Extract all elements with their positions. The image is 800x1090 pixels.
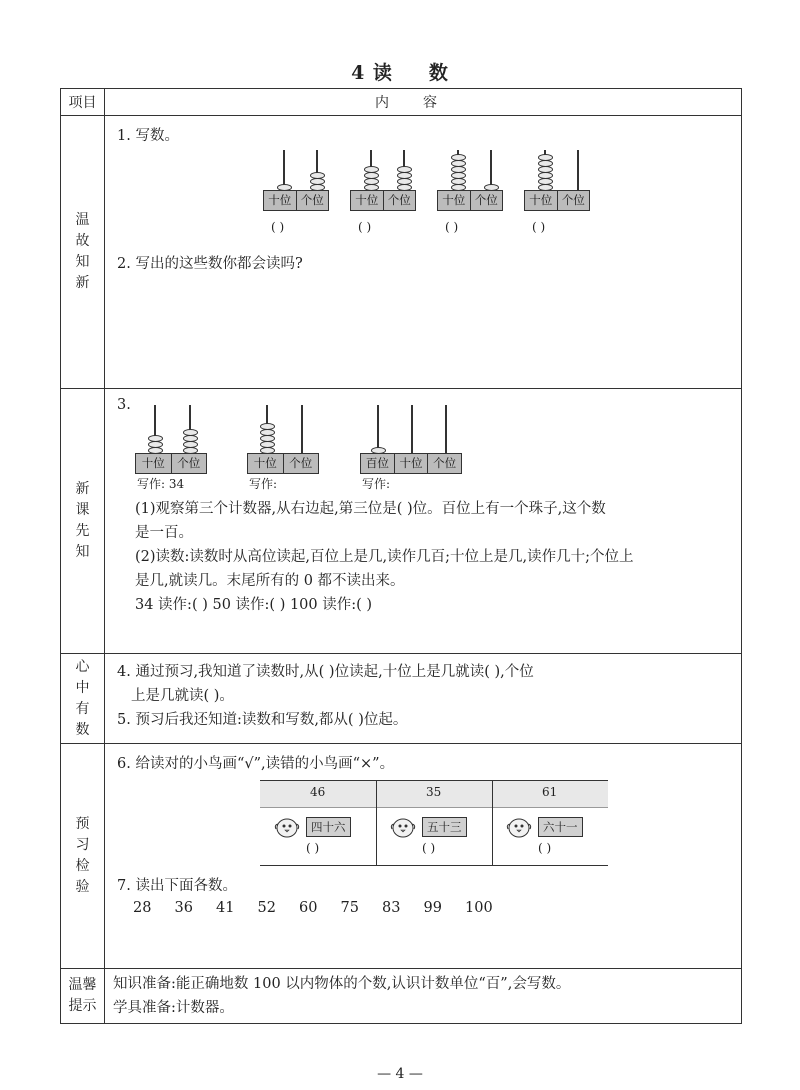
question-4-5: 4. 通过预习,我知道了读数时,从( )位读起,十位上是几就读( ),个位 上是几就读( )。 5. 预习后我还知道:读数和写数,都从( )位起。 [117, 664, 534, 728]
bird-number: 61 [542, 785, 558, 799]
question-3: 3. [117, 397, 131, 413]
answer-blank[interactable]: ( ) [306, 841, 320, 855]
write-label: 写作: 34 [137, 477, 185, 491]
abacus: 十位 个位 ( ) [350, 150, 416, 246]
answer-blank[interactable]: ( ) [358, 220, 372, 234]
answer-blank[interactable]: ( ) [532, 220, 546, 234]
bird-reading: 四十六 [306, 817, 351, 837]
abacus: 十位 个位 ( ) [524, 150, 590, 246]
question-7: 7. 读出下面各数。 [117, 878, 237, 894]
answer-blank[interactable]: ( ) [538, 841, 552, 855]
question-2: 2. 写出的这些数你都会读吗? [117, 256, 303, 272]
write-label: 写作: [249, 477, 278, 491]
bird-icon [506, 815, 532, 839]
page-number: — 4 — [377, 1066, 423, 1082]
bird-number: 46 [310, 785, 326, 799]
abacus: 十位 个位 写作: [247, 405, 323, 485]
section-label-mind: 心 中 有 数 [61, 654, 105, 744]
section-label-new: 新 课 先 知 [61, 389, 105, 654]
abacus: 十位 个位 ( ) [263, 150, 329, 246]
number-list: 28 36 41 52 60 75 83 99 100 [133, 900, 493, 916]
bird-number: 35 [426, 785, 442, 799]
bird-reading: 六十一 [538, 817, 583, 837]
bird-icon [274, 815, 300, 839]
lesson-table [60, 88, 742, 1024]
abacus: 十位 个位 ( ) [437, 150, 503, 246]
abacus: 十位 个位 写作: 34 [135, 405, 211, 485]
paragraph-1: (1)观察第三个计数器,从右边起,第三位是( )位。百位上有一个珠子,这个数 是一百。 (2)读数:读数时从高位读起,百位上是几,读作几百;十位上是几,读作几十;个位上 是几,就读几。末尾所有的 0 都不读出来。 34 读作:( ) 50 读作:( ) 100 读作:( ) [135, 501, 634, 613]
bird-icon [390, 815, 416, 839]
question-1: 1. 写数。 [117, 128, 179, 144]
bird-table [260, 780, 608, 866]
write-label: 写作: [362, 477, 391, 491]
section-label-check: 预 习 检 验 [61, 744, 105, 969]
answer-blank[interactable]: ( ) [422, 841, 436, 855]
abacus: 百位 十位 个位 写作: [360, 405, 464, 485]
header-item: 项目 [61, 89, 105, 116]
question-6: 6. 给读对的小鸟画“√”,读错的小鸟画“×”。 [117, 756, 395, 772]
tips-text: 知识准备:能正确地数 100 以内物体的个数,认识计数单位“百”,会写数。 学具准备:计数器。 [113, 976, 571, 1016]
page-title: 4 读 数 [351, 62, 449, 84]
answer-blank[interactable]: ( ) [445, 220, 459, 234]
bird-reading: 五十三 [422, 817, 467, 837]
header-content: 内容 [105, 89, 742, 116]
section-label-tips: 温馨 提示 [61, 969, 105, 1024]
answer-blank[interactable]: ( ) [271, 220, 285, 234]
section-label-review: 温 故 知 新 [61, 116, 105, 389]
